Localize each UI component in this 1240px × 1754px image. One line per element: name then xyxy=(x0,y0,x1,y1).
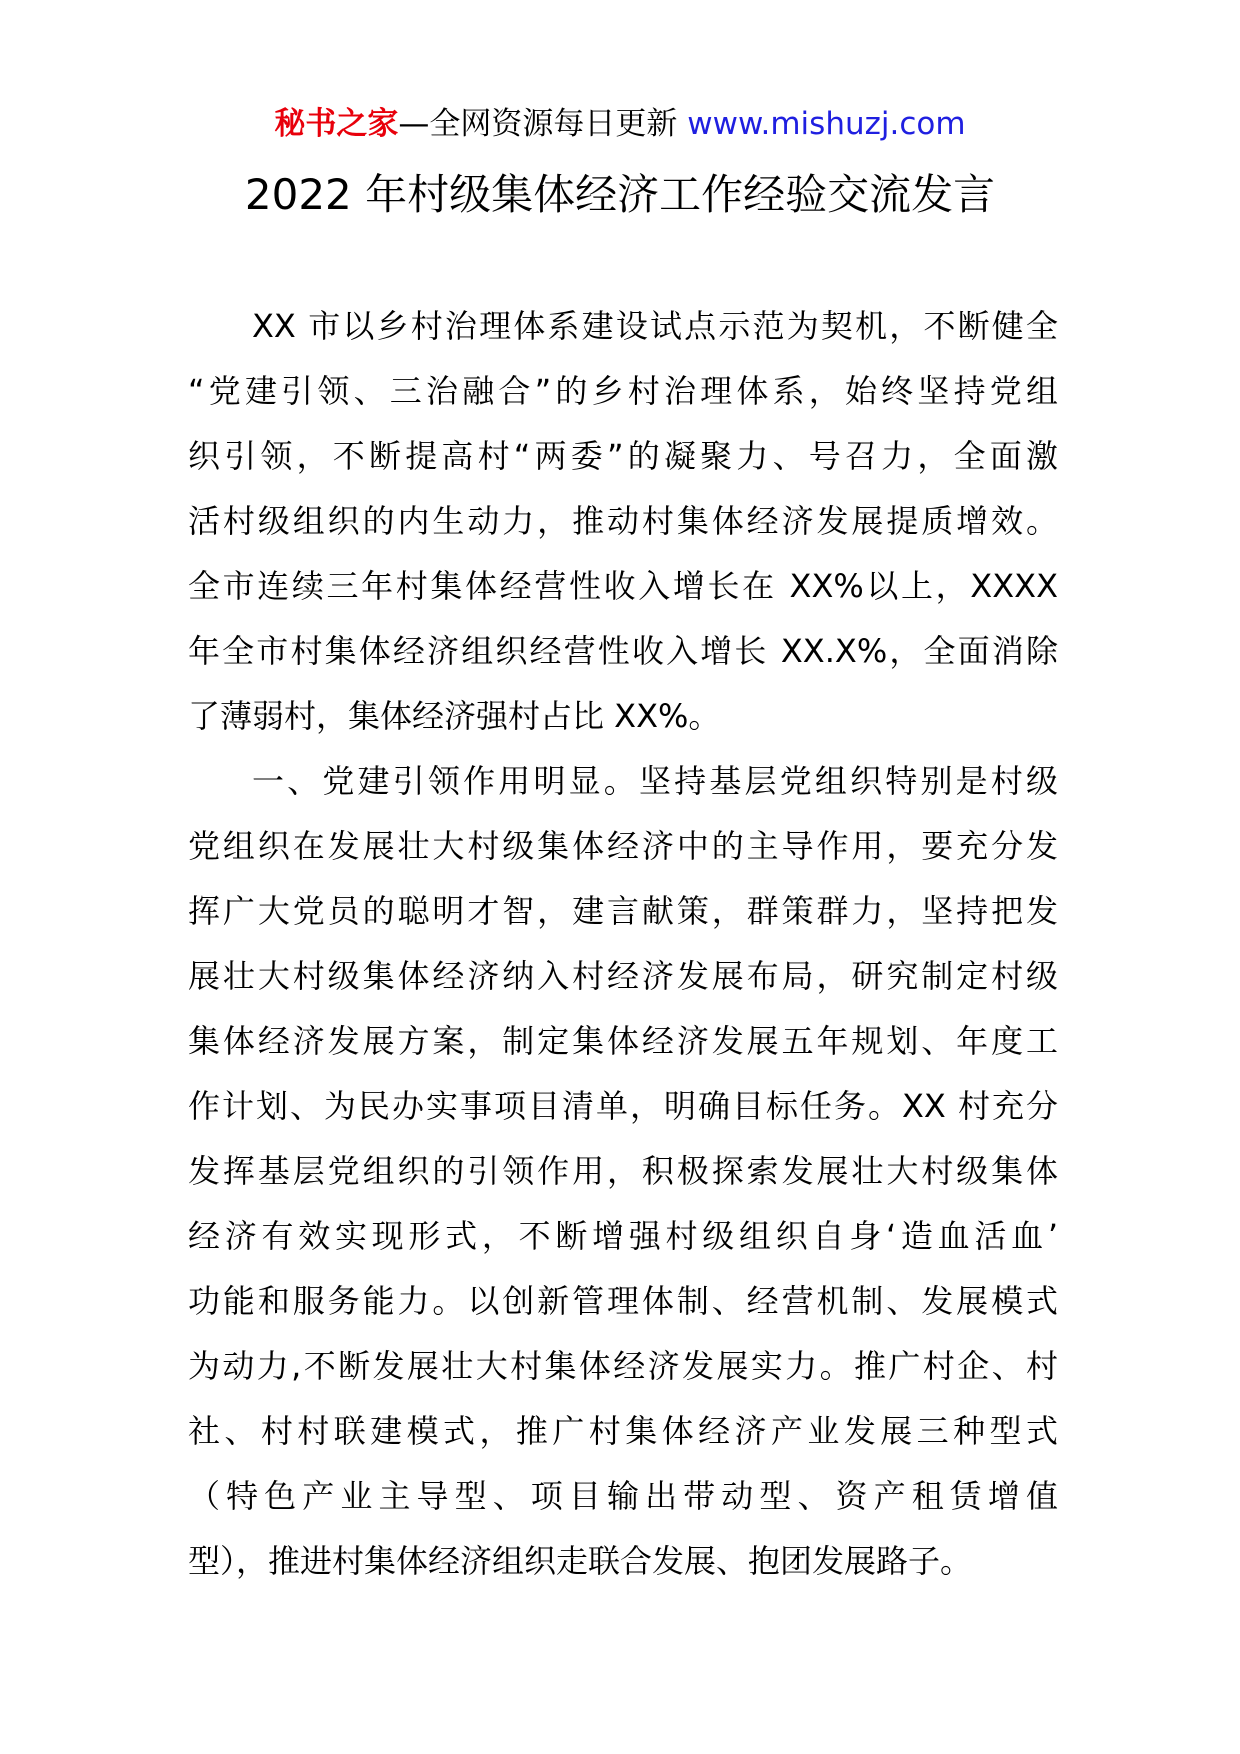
text-line: （特色产业主导型、项目输出带动型、资产租赁增值 xyxy=(188,1477,1058,1515)
text-line: 功能和服务能力。以创新管理体制、经营机制、发展模式 xyxy=(188,1282,1058,1320)
text-line: 发挥基层党组织的引领作用，积极探索发展壮大村级集体 xyxy=(188,1152,1058,1190)
paragraph-intro xyxy=(188,294,1058,749)
text-line: 社、村村联建模式，推广村集体经济产业发展三种型式 xyxy=(188,1412,1058,1450)
text-line: 型），推进村集体经济组织走联合发展、抱团发展路子。 xyxy=(188,1542,973,1580)
text-line: “党建引领、三治融合”的乡村治理体系，始终坚持党组 xyxy=(188,372,1058,410)
site-url-link[interactable]: www.mishuzj.com xyxy=(687,106,966,142)
text-line: 一、党建引领作用明显。坚持基层党组织特别是村级 xyxy=(252,762,1058,800)
site-header xyxy=(0,100,1240,148)
text-line: 党组织在发展壮大村级集体经济中的主导作用，要充分发 xyxy=(188,827,1058,865)
document-title: 2022 年村级集体经济工作经验交流发言 xyxy=(244,170,996,219)
text-line: 展壮大村级集体经济纳入村经济发展布局，研究制定村级 xyxy=(188,957,1058,995)
paragraph-section-one xyxy=(188,749,1058,1594)
text-line: 作计划、为民办实事项目清单，明确目标任务。XX 村充分 xyxy=(188,1087,1058,1125)
text-line: 了薄弱村，集体经济强村占比 XX%。 xyxy=(188,697,721,735)
document-body xyxy=(188,294,1058,1594)
text-line: 集体经济发展方案，制定集体经济发展五年规划、年度工 xyxy=(188,1022,1058,1060)
text-line: 织引领，不断提高村“两委”的凝聚力、号召力，全面激 xyxy=(188,437,1058,475)
text-line: 年全市村集体经济组织经营性收入增长 XX.X%，全面消除 xyxy=(188,632,1058,670)
text-line: 活村级组织的内生动力，推动村集体经济发展提质增效。 xyxy=(188,502,1058,540)
brand-name: 秘书之家 xyxy=(274,106,399,142)
header-tagline: —全网资源每日更新 xyxy=(398,106,688,142)
text-line: XX 市以乡村治理体系建设试点示范为契机，不断健全 xyxy=(252,307,1058,345)
text-line: 经济有效实现形式，不断增强村级组织自身‘造血活血’ xyxy=(188,1217,1058,1255)
text-line: 全市连续三年村集体经营性收入增长在 XX%以上，XXXX xyxy=(188,567,1058,605)
text-line: 挥广大党员的聪明才智，建言献策，群策群力，坚持把发 xyxy=(188,892,1058,930)
text-line: 为动力,不断发展壮大村集体经济发展实力。推广村企、村 xyxy=(188,1347,1058,1385)
